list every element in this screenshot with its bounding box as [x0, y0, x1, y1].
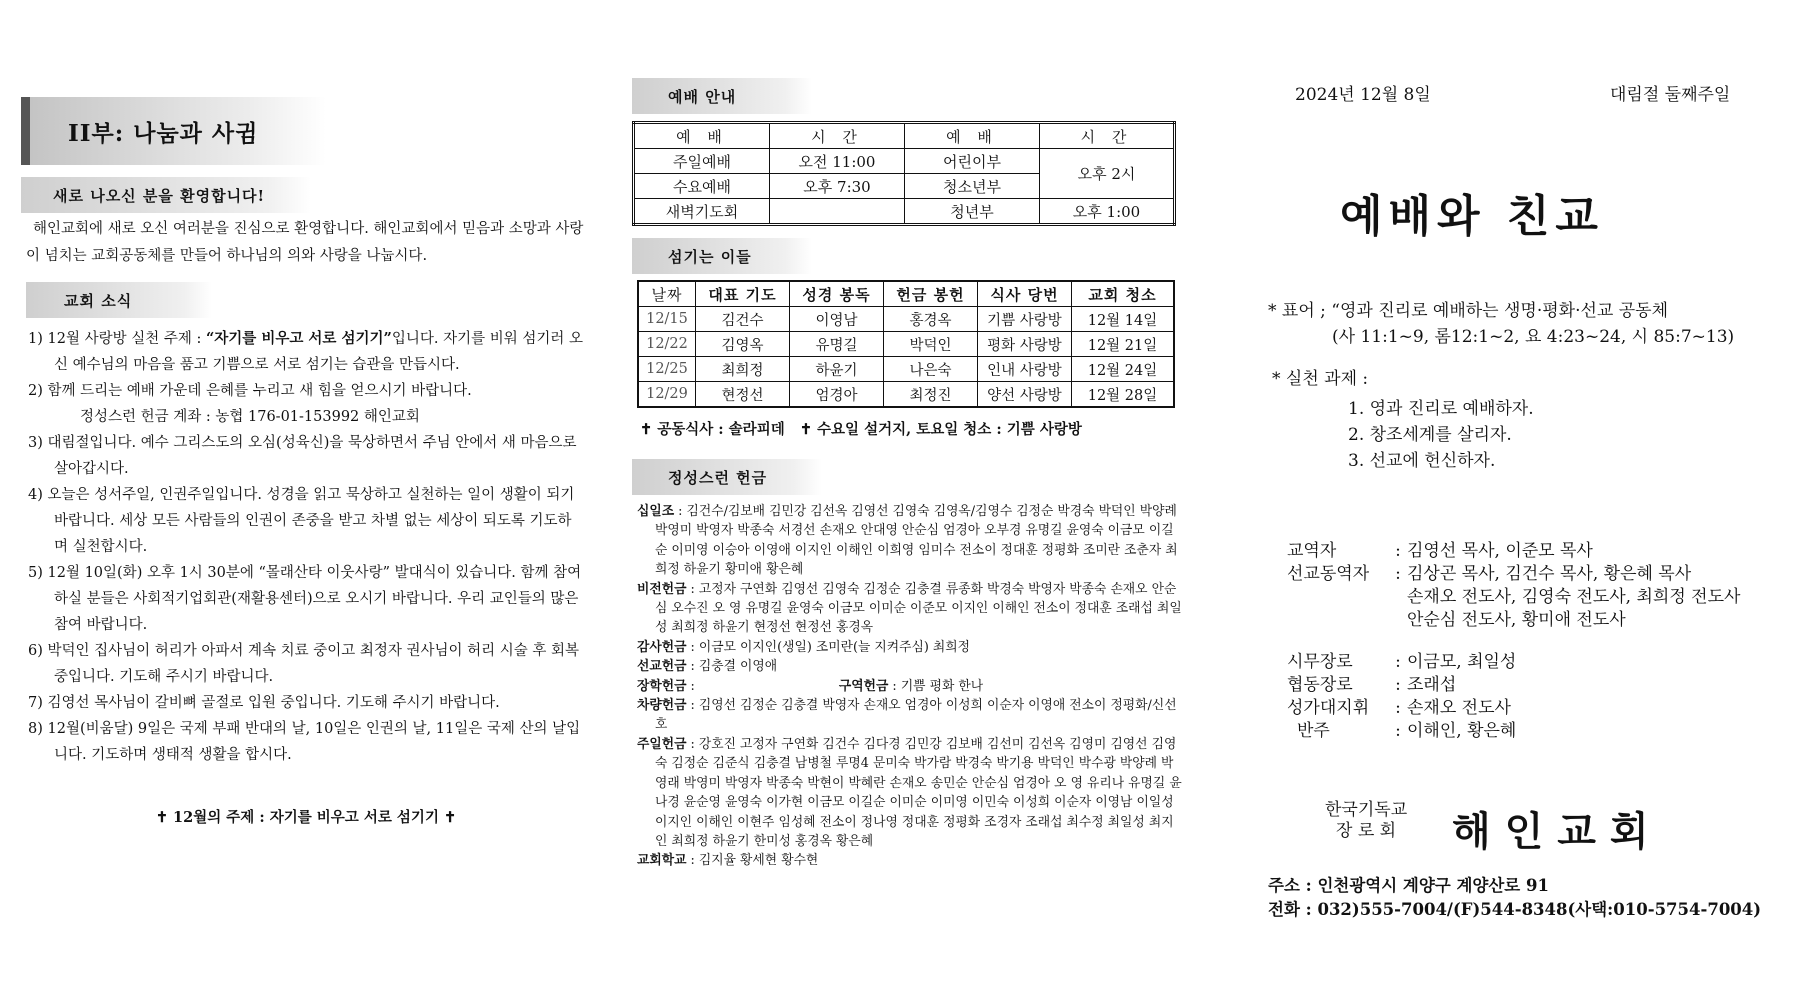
serve-col-header: 교회 청소 — [1072, 281, 1175, 307]
bulletin-title: 예배와 친교 — [1340, 191, 1604, 242]
news-item: 8) 12월(비움달) 9일은 국제 부패 반대의 날, 10일은 인권의 날, 11일은 국제 산의 날입니다. 기도하며 생태적 생활을 합시다. — [28, 721, 581, 763]
table-row: 수요예배 오후 7:30 청소년부 — [634, 174, 1175, 199]
serve-note: ✝ 공동식사 : 솔라피데 ✝ 수요일 설거지, 토요일 청소 : 기쁨 사랑방 — [640, 421, 1082, 438]
news-item: 5) 12월 10일(화) 오후 1시 30분에 “몰래산타 이웃사랑” 발대식이 있습니다. 함께 참여하실 분들은 사회적기업회관(재활용센터)으로 오시기 바랍니다. 우리 교인들의 많은 참여 바랍니다. — [28, 565, 582, 633]
offering-mission: 선교헌금 : 김충결 이영애 — [637, 659, 778, 675]
table-row: 새벽기도회 청년부 오후 1:00 — [634, 199, 1175, 225]
staff-row: 반주 : 이해인, 황은혜 — [1297, 721, 1517, 741]
news-item: 1) 12월 사랑방 실천 주제 : “자기를 비우고 서로 섬기기”입니다. 자기를 비워 섬기러 오신 예수님의 마음을 품고 기쁨으로 서로 섬기는 습관을 만듭시다. — [28, 330, 583, 373]
worship-col-header: 예 배 — [634, 123, 770, 149]
welcome-heading: 새로 나오신 분을 환영합니다! — [21, 177, 311, 213]
serve-col-header: 성경 봉독 — [790, 281, 884, 307]
serve-table — [637, 280, 1175, 408]
staff-row: 교역자 : 김영선 목사, 이준모 목사 — [1287, 541, 1593, 561]
contact-info — [1268, 874, 1761, 922]
news-item: 6) 박덕인 집사님이 허리가 아파서 계속 치료 중이고 최정자 권사님이 허리 시술 후 회복 중입니다. 기도해 주시기 바랍니다. — [28, 643, 580, 685]
task-item: 1. 영과 진리로 예배하자. — [1348, 399, 1534, 419]
offering-thanks: 감사헌금 : 이금모 이지인(생일) 조미란(늘 지켜주심) 최희정 — [637, 639, 971, 655]
church-name: 해인교회 — [1452, 809, 1663, 855]
offering-account: 정성스런 헌금 계좌 : 농협 176-01-153992 해인교회 — [80, 409, 420, 425]
news-heading: 교회 소식 — [26, 282, 212, 318]
offering-vehicle: 차량헌금 : 김영선 김정순 김충결 박영자 손재오 엄경아 이성희 이순자 이영애 전소이 정평화/신선호 — [637, 698, 1177, 733]
bulletin-date: 2024년 12월 8일 — [1295, 85, 1431, 105]
news-list — [28, 326, 584, 768]
offering-sunday: 주일헌금 : 강호진 고정자 구연화 김건수 김다경 김민강 김보배 김선미 김선옥 김영미 김영선 김영숙 김정순 김준식 김충결 남병철 루명4 문미숙 박가람 박경숙 박기용 박덕인 박수광 박양례 박영래 박영미 박영자 박종숙 박현이 박혜란 손재오 송민순 안순심 엄경아 오 영 유리나 유명길 윤나경 윤순영 윤영숙 이가현 이금모 이길순 이미순 이미영 이민숙 이성희 이순자 이영남 이일성 이지인 이해인 이현주 임성혜 전소이 정나영 정대훈 정평화 조경자 조래섭 최수정 최일성 최지인 최희정 하윤기 한미성 홍경옥 황은혜 — [637, 736, 1182, 849]
table-row: 주일예배 오전 11:00 어린이부 오후 2시 — [634, 149, 1175, 174]
offering-vision: 비전헌금 : 고정자 구연화 김영선 김영숙 김정순 김충결 류종화 박경숙 박영자 박종숙 손재오 안순심 오수진 오 영 유명길 윤영숙 이금모 이미순 이준모 이지인 이해인 전소이 정대훈 조래섭 최일성 최희정 하윤기 현정선 현정선 홍경옥 — [637, 581, 1182, 636]
news-item: 2) 함께 드리는 예배 가운데 은혜를 누리고 새 힘을 얻으시기 바랍니다. 정성스런 헌금 계좌 : 농협 176-01-153992 해인교회 — [28, 378, 584, 430]
denomination: 한국기독교 장 로 회 — [1325, 800, 1408, 841]
offering-scholar: 장학헌금 : 구역헌금 : 기쁨 평화 한나 — [637, 678, 984, 694]
staff-row: 시무장로 : 이금모, 최일성 — [1287, 652, 1517, 672]
table-row: 12/22 김영옥 유명길 박덕인 평화 사랑방 12월 21일 — [638, 332, 1174, 357]
liturgical-day: 대림절 둘째주일 — [1610, 85, 1731, 105]
serve-col-header: 식사 당번 — [978, 281, 1072, 307]
worship-col-header: 시 간 — [770, 123, 905, 149]
news-item: 3) 대림절입니다. 예수 그리스도의 오심(성육신)을 묵상하면서 주님 안에서 새 마음으로 살아갑시다. — [28, 435, 577, 477]
table-row: 12/25 최희정 하윤기 나은숙 인내 사랑방 12월 24일 — [638, 357, 1174, 382]
news-item: 7) 김영선 목사님이 갈비뼈 골절로 입원 중입니다. 기도해 주시기 바랍니다. — [28, 695, 500, 711]
practice-tasks: * 실천 과제 : 1. 영과 진리로 예배하자. 2. 창조세계를 살리자. 3. 선교에 헌신하자. — [1272, 366, 1752, 474]
merged-time: 오후 2시 — [1040, 149, 1175, 199]
news-item: 4) 오늘은 성서주일, 인권주일입니다. 성경을 읽고 묵상하고 실천하는 일이 생활이 되기 바랍니다. 세상 모든 사람들의 인권이 존중을 받고 차별 없는 세상이 되도록 기도하며 실천합시다. — [28, 487, 575, 555]
table-row: 12/29 현정선 엄경아 최정진 양선 사랑방 12월 28일 — [638, 382, 1174, 408]
serve-col-header: 날짜 — [638, 281, 696, 307]
worship-col-header: 예 배 — [905, 123, 1040, 149]
elders-list — [1287, 651, 1787, 743]
serve-heading: 섬기는 이들 — [632, 238, 812, 274]
offering-school: 교회학교 : 김지율 황세현 황수현 — [637, 853, 819, 869]
staff-row: 협동장로 : 조래섭 — [1287, 675, 1457, 695]
monthly-theme: ✝ 12월의 주제 : 자기를 비우고 서로 섬기기 ✝ — [155, 809, 457, 826]
serve-col-header: 헌금 봉헌 — [884, 281, 978, 307]
table-row: 12/15 김건수 이영남 홍경옥 기쁨 사랑방 12월 14일 — [638, 307, 1174, 332]
serve-col-header: 대표 기도 — [696, 281, 790, 307]
motto: * 표어 ; “영과 진리로 예배하는 생명·평화·선교 공동체 (사 11:1~9, 롬12:1~2, 요 4:23~24, 시 85:7~13) — [1268, 298, 1788, 350]
offering-tithe: 십일조 : 김건수/김보배 김민강 김선옥 김영선 김영숙 김영옥/김영수 김정순 박경숙 박덕인 박양례 박영미 박영자 박종숙 서경선 손재오 안대영 안순심 엄경아 오부경 유명길 윤영숙 이금모 이길순 이미영 이승아 이영애 이지인 이해인 이희영 임미수 전소이 정대훈 정평화 조미란 조춘자 최희정 하윤기 황미애 황은혜 — [637, 504, 1178, 578]
worship-col-header: 시 간 — [1040, 123, 1175, 149]
offering-heading: 정성스런 헌금 — [632, 459, 822, 495]
staff-list — [1287, 540, 1787, 632]
staff-row: 선교동역자 : 김상곤 목사, 김건수 목사, 황은혜 목사 손재오 전도사, 김영숙 전도사, 최희정 전도사 안순심 전도사, 황미애 전도사 — [1287, 564, 1741, 630]
worship-table — [632, 121, 1176, 226]
worship-heading: 예배 안내 — [632, 78, 812, 114]
phone: 전화 : 032)555-7004/(F)544-8348(사택:010-5754-7004) — [1268, 900, 1762, 919]
task-item: 3. 선교에 헌신하자. — [1348, 451, 1496, 471]
motto-refs: (사 11:1~9, 롬12:1~2, 요 4:23~24, 시 85:7~13) — [1332, 327, 1735, 347]
offering-list — [637, 502, 1182, 871]
part-title: II부: 나눔과 사귐 — [21, 97, 326, 165]
task-item: 2. 창조세계를 살리자. — [1348, 425, 1512, 445]
staff-row: 성가대지휘 : 손재오 전도사 — [1287, 698, 1511, 718]
address: 주소 : 인천광역시 계양구 계양산로 91 — [1268, 876, 1549, 895]
welcome-text: 해인교회에 새로 오신 여러분을 진심으로 환영합니다. 해인교회에서 믿음과 소망과 사랑이 넘치는 교회공동체를 만들어 하나님의 의와 사랑을 나눕시다. — [26, 221, 584, 264]
